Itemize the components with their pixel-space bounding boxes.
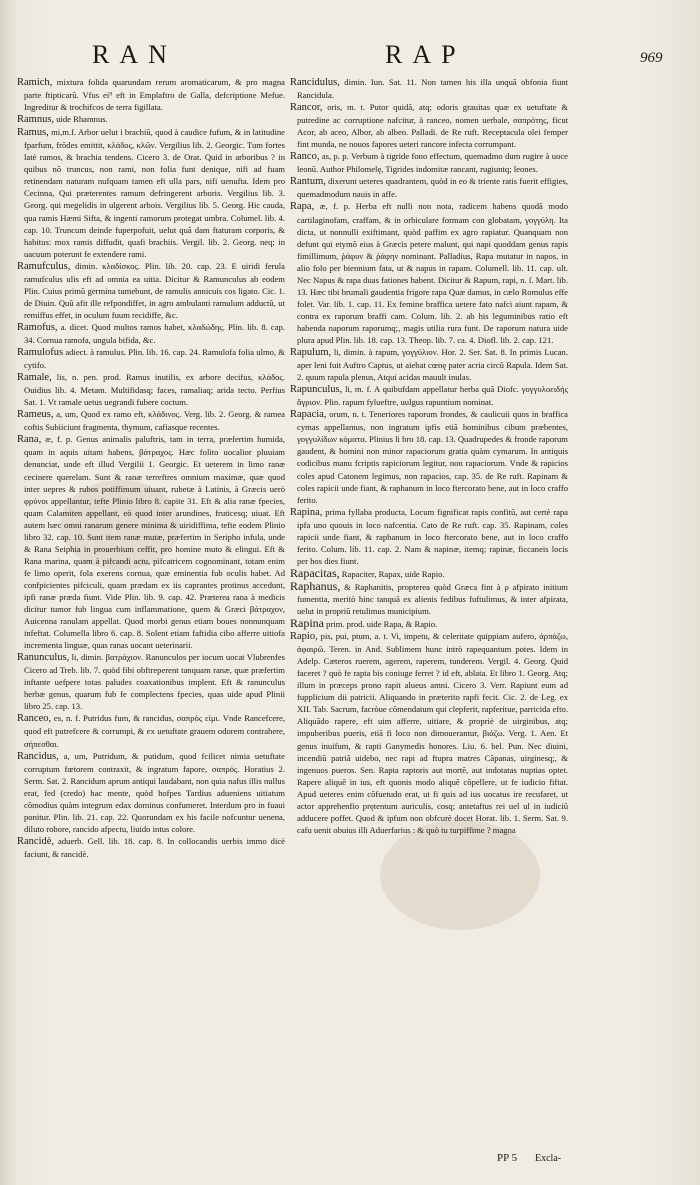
dictionary-entry xyxy=(290,150,568,175)
entry-headword: Rapina, xyxy=(290,506,323,518)
dictionary-entry xyxy=(290,630,568,836)
entry-headword: Rapio, xyxy=(290,631,318,643)
entry-text: as, p. p. Verbum à tigride fono effectum, quemadmo dum rugire à uoce leonũ. Author Philomelę, Tigrides indomitæ rancant, rugiuntq; leones. xyxy=(297,151,568,175)
entry-headword: Ramufculus, xyxy=(17,260,71,272)
entry-headword: Rancidè, xyxy=(17,835,55,847)
dictionary-entry xyxy=(290,383,568,408)
dictionary-entry xyxy=(17,835,285,860)
entry-text: a, um, Putridum, & putidum, quod fcilicet nimia uetuftate corruptum fœtorem contraxit, & ingratum fapore, σαπρός. Horatius 2. Serm. Sat. 2. Rancidum aprum antiqui laudabant, non quia nafus illis nullus erat, fed (credo) hac mente, quòd hofpes Tardius adueniens uitiatum cõmodius quàm integrum edax dominus confumeret. Interdum pro in fuaui ponitur. Plin. lib. 21. cap. 22. Quorundam ex his facile nofcuntur uenena, diluto robore, rancido afpectu, liuido intus colore. xyxy=(24,750,285,834)
dictionary-entry xyxy=(290,346,568,383)
dictionary-entry xyxy=(290,617,568,630)
dictionary-entry xyxy=(17,371,285,408)
catchword: Excla- xyxy=(535,1153,562,1164)
entry-headword: Ramnus, xyxy=(17,114,55,126)
entry-headword: Rana, xyxy=(17,434,42,446)
dictionary-entry xyxy=(17,260,285,321)
entry-headword: Rapina xyxy=(290,616,324,631)
entry-text: dimin. Iun. Sat. 11. Non tamen his illa unquã obfonia fiunt Rancidula. xyxy=(297,77,568,101)
entry-text: uide Rhamnus. xyxy=(54,114,108,125)
entry-text: Rapaciter, Rapax, uide Rapio. xyxy=(339,568,445,579)
dictionary-entry xyxy=(290,175,568,200)
entry-text: a, um, Quod ex ramo eft, κλάδινος. Verg. lib. 2. Georg. & ramea coftis Subiiciunt fragmenta, thymum, cafiasque recentes. xyxy=(24,409,285,433)
entry-headword: Rapacia, xyxy=(290,409,327,421)
entry-text: prim. prod. uide Rapa, & Rapio. xyxy=(324,619,438,630)
entry-headword: Ranceo, xyxy=(17,713,52,725)
dictionary-entry xyxy=(17,408,285,433)
entry-text: oris, m. t. Putor quidã, atq; odoris grauitas quæ ex uetuftate & putredine ac corruptione nafcitur, à ranceo, nomen uerbale, σαπρότης, ficut Acor, ab aceo, Albor, ab albeo. Palladi. de Re ruft. Receptacula olei femper fint munda, ne nouos fapores ueteri rancore infecta corrumpant. xyxy=(297,102,568,150)
entry-text: prima fyllaba producta, Locum fignificat rapis confitũ, aut certè rapa ipfa uno quouis in loco nafcentia. Cato de Re ruft. cap. 35. Rapinam, coles rapicii unde fiant, & raphanum in loco ftercorato bene, aut in loco craffo ferito. Colum. lib. 11. cap. 2. Nam & napinæ, itemq; rapinæ, ficcaneis locis per hos dies fiunt. xyxy=(297,506,568,566)
entry-text: li, dimin. à rapum, γογγύλιον. Hor. 2. Ser. Sat. 8. In primis Lucan. aper leni fuit Auftro Captus, ut aiebat cœnę pater acria circũ Rapula. Idem Sat. 2. quum rapula plenus, Atqui acidas mauult inulas. xyxy=(297,347,568,383)
entry-text: mi,m.f. Arbor uelut i brachiũ, quod à caudice fufum, & in latitudine fparfum, frõdes emittit, κλάδος, κλῶν. Vergilius lib. 2. Georgic. Tum fortes latè ramos, & brachia tendens. Cicero 3. de Orat. Quid in arboribus ? in quibus nõ truncus, non rami, non folia funt denique, nifi ad fuam retinendam naturam nufquam tamen eft ulla pars, nifi uenufta. Idem pro Cecinna, Qui præterentes ramum defringerent arboris. Vergilius lib. 3. Georg. qui megelidis in ulgerent arbois. Vergilius lib. 5. Georg. Hic cauda, qua ramis Hæmi Sifta, & ingenti ramorum protegat umbra. Columel. lib. 4. cap. 10. Truncum deinde fuperpofuit, uelut quã dam ftaturam corporis, & habitus: mox ramis diffudit, quafi brachiis. Vergil. lib. 2. Georg. neq; in uacuum poterunt fe extendere rami. xyxy=(24,127,285,259)
dictionary-entry xyxy=(17,126,285,260)
entry-text: æ, f. p. Genus animalis paluftris, tam in terra, præfertim humida, quam in aquis uitam habens, βάτραχος. Hæc folito uocalior pluuiam denunciat, unde eft illud Vergilii 1. Georgic. Et ueterem in limo ranæ cecinere querelam. Sunt & ranæ terreftres omnium maximæ, quæ quod inter uepres & rubos potiffimum uiuant, rubetæ à Latinis, à Græcis uerò φρύνοι appellantur, tefte Plinio libro 8. capite 31. Eft & alia ranæ fpecies, quam Calamiten appellant, eò quod inter arundines, fruticesq; uiuat. Eft autem hæc omni ranarum genere minima & uiridiffima, tefte eodem Plinio libro 32. cap. 10. Sunt item ranæ mutæ, præfertim in Seripho infula, unde & Rana Seiphia in prouerbium ceffit, pro homine muto & elingui. Eft & Rana marina, quam à pifcandi actu, pifcatricem cognominant, totam enim fe limo operit, fola exerens cornua, quæ eminentia fub oculis habet. Ad confpicientes pifciculi, quam prædam ex iis caprantes protinus accedunt, ipfi ranæ præda fiunt. Vide Plin. lib. 9. cap. 42. Præterea rana à medicis dicitur tumor fub lingua cum inflammatione, quem & Græci βάτραχον, Auicenna ranulam appellat. Quod morbi genus etiam boues nonnunquam infeftat. Columella libro 6. cap. 8. Solent etiam faftidia cibo afferre uitiofa incrementa linguæ, quas ranas uocant ueterinarii. xyxy=(24,434,285,651)
dictionary-entry xyxy=(17,750,285,835)
entry-text: dimin. κλαδίσκος. Plin. lib. 20. cap. 23. E uiridi ferula ramufculus ulis eft ad omnia ea uitia. Dicitur & Ramunculus ab eodem Plin. Cuius primũ germina tumebunt, de ramulis annicuis cos ligato. Cic. 1. de Diuin. Quũ afit ille refpondiffet, in agro ambulanti ramulum adductũ, ut remiffus effet, in oculum fuum recidiffe, &c. xyxy=(24,260,285,320)
signature-mark: PP 5 xyxy=(497,1152,518,1164)
entry-headword: Ranco, xyxy=(290,151,320,163)
paper-stain xyxy=(380,820,540,930)
dictionary-entry xyxy=(290,101,568,150)
entry-headword: Rantum, xyxy=(290,176,326,188)
entry-text: æ, f. p. Herba eft nulli non nota, radicem habens quodã modo cartilaginofam, craffam, & in orbiculare formam con globatam, γογγύλη. Ita dicta, ut nonnulli exiftimant, quòd paffim ex agro rapiatur. Quanquam non defunt qui etymõ eius à Græcis petere malunt, qui napi quoddam genus rapis fimillimum, ῥάφυν & ῥάφην nominant. Palladius, Rapa mutatur in napos, in alio folo per biennium fata, ut & napus in rapam. Columell. lib. 11. cap. ult. Nec Napus & rapa duas fationes habent. Dicitur & Rapum, rapi, n. ſ. Mart. lib. 13. Hæc tibi brumali gaudentia frigore rapa Quæ damus, in cælo Romulus effe folet. Var. lib. 1. cap. 11. Ex femine braffica uetere fato nafci aiunt rapam, & contra ex raporum braffi cam. Colum. lib. 2. ab his leguminibus ratio eft habenda naporum raporumq;, magis utilia rura funt. De raporum natura uide plura apud Plin. lib. 18. cap. 13. Theop. lib. 7. ca. 4. Diofl. lib. 2. cap. 121. xyxy=(297,201,568,345)
entry-headword: Ramus, xyxy=(17,127,49,139)
entry-headword: Rameus, xyxy=(17,409,54,421)
entry-headword: Rancor, xyxy=(290,102,323,114)
left-column xyxy=(17,76,285,860)
header-left-word: RAN xyxy=(92,40,177,69)
entry-text: aduerb. Gell. lib. 18. cap. 8. In collocandis uerbis immo dicè faciunt, & rancidè. xyxy=(24,835,285,859)
page-footer xyxy=(0,1152,700,1168)
entry-headword: Rapunculus, xyxy=(290,384,343,396)
dictionary-entry xyxy=(290,200,568,346)
dictionary-entry xyxy=(17,651,285,712)
entry-text: pis, pui, ptum, a. t. Vi, impetu, & celeritate quippiam aufero, ἁρπάζω, ἀφαιρῶ. Teren. in And. Sublimem hunc intrò rapequantum potes. Idem in Adelp. Cæteros ruerem, agerem, raperem, tunderem. Vergil. 4. Georg. Quid faceret ? quò fe rapta bis coniuge ferret ? id eft, ablata. Et libro 1. Georg. Atq; illum in præceps prono rapit alueus amni. Cicero 3. Verr. Rapiunt eum ad fupplicium dii patricii. Aliquando in præterito rapfi fecit. Cic. 2. de Leg. ex XII. Tab. Sacrum, facròue cõmendatum qui clepferit, rapferitue, parricida efto. Aliquãdo rapere, eft uim afferre, uitiare, & propriè de uirginibus, atq; impuberibus pueris, etiã fi loco non dimouerantur, βιάζω. Verg. 1. Aen. Et genus inuifum, & rapti Ganymedis honores. Liu. 6. bel. Pun. Nec diuini, incendiũ patriã uidebo, nec rapi ad ftupra matres Cãpanas, uirginesq;, & ingenuos pueros. Sen. Rapta raptoris aut mortẽ, aut indotatas nuptias optet. Rapere aliquẽ in ius, eft quonis modo aliquẽ cõpellere, ut fe iudicio fiftat. Apud ueteres enim cõfuetudo erat, ut fi quis ad ius uocatus ire recufaret, ut actor apprehenfio prętentum auriculis, cosq; antetaftus rei uel ul in iudiciũ adducere poffet. Quod & ipfum non obfcurè docet Horat. lib. 1. Serm. Sat. 9. cafu uenit obuius illi Aduerfarius : & quò tu turpiffime ? magna xyxy=(297,631,568,835)
entry-text: adiect. à ramulus. Plin. lib. 16. cap. 24. Ramulofa folia ulmo, & cytifo. xyxy=(24,347,285,371)
running-header xyxy=(0,40,700,80)
entry-text: li, m. f. A quibufdam appellatur herba quã Diofc. γογγυλοειδὴς ἄγριον. Plin. rapum fylueftre, uulgus rapuntium nominat. xyxy=(297,384,568,408)
header-right-word: RAP xyxy=(385,40,466,69)
dictionary-entry xyxy=(290,408,568,505)
entry-headword: Ramale, xyxy=(17,372,52,384)
entry-headword: Rancidulus, xyxy=(290,77,340,88)
entry-text: li, dimin. βατράχιον. Ranunculos per iocum uocat Vlubrenfes Cicero ad Treb. lib. 7. quòd fibi obftreperent tanquam ranæ, quæ præfertim inftante uefpere totas paludes coaxationibus implent. Eft & ranunculus herbæ genus, quarum fub fe complectens fpecies, quas uide apud Plinii libro 25. cap. 13. xyxy=(24,652,285,712)
entry-headword: Rapulum, xyxy=(290,347,332,359)
dictionary-entry xyxy=(290,76,568,101)
entry-text: dixerunt ueteres quadrantem, quòd in eo & triente ratis fuerit effigies, quemadmodum nauis in affe. xyxy=(297,176,568,200)
entry-headword: Rancidus, xyxy=(17,750,59,762)
entry-headword: Ramich, xyxy=(17,77,53,88)
entry-text: orum, n. t. Teneriores raporum frondes, & caulicuii quos in braffica cymas appellamus, non ingratum ipfis etiã hominibus cibum præbentes, γογγυλίδων κόματα. Plinius li bro 18. cap. 13. Quadrupedes & fronde raporum gaudent, & homini non minor rapaciorum gratia quàm cymarum. In antiquis codicibus manu fcriptis rapiciorum legitur, non rapaciorum. Vnde & rapicios coles apud Catonem legimus, non rapacios, cap. 35. de Re ruft. Rapinam & coles rapicii unde fiant, & raphanum in loco ftercorato bene, aut in loco craffo ferito. xyxy=(297,409,568,505)
right-column xyxy=(290,76,568,836)
entry-text: & Raphanitis, propterea quòd Græca fint à ρ afpirato initium fumentia, meritò hinc tanquã ex alienis fedibus fuftulimus, & inter afpirata, uelut in propriũ retulimus municipium. xyxy=(297,581,568,617)
dictionary-entry xyxy=(17,113,285,126)
dictionary-entry xyxy=(290,506,568,567)
entry-text: a. dicet. Quod multos ramos habet, κλαδώδης. Plin. lib. 8. cap. 34. Cornua ramofa, ungula bifida, &c. xyxy=(24,321,285,345)
entry-text: es, n. f. Putridus fum, & rancidus, σαπρὸς εἰμι. Vnde Rancefcere, quod eft putrefcere & corrumpi, & ex uetuftate grauem odorem contrahere, σήπεσθαι. xyxy=(24,713,285,749)
entry-headword: Ranunculus, xyxy=(17,652,70,664)
entry-headword: Rapa, xyxy=(290,201,315,213)
dictionary-entry xyxy=(290,580,568,617)
dictionary-entry xyxy=(17,321,285,346)
page-number: 969 xyxy=(640,50,663,66)
entry-headword: Rapacitas, xyxy=(290,565,340,580)
dictionary-entry xyxy=(17,76,285,113)
entry-headword: Ramofus, xyxy=(17,321,58,333)
entry-text: mixtura folida quarundam rerum aromaticarum, & pro magna parte ftipticarũ. Vfus ei⁹ eft in Emplaftro de Galla, defcriptione Mefue. Ingreditur & trochifcos de terra figillata. xyxy=(24,77,285,113)
dictionary-entry xyxy=(17,433,285,651)
dictionary-entry xyxy=(17,712,285,749)
dictionary-entry xyxy=(17,346,285,371)
entry-text: lis, n. pen. prod. Ramus inutilis, ex arbore decifus, κλάδος. Ouidius lib. 4. Metam. Multifidasq; faces, ramaliaq; arida tecto. Perfius Sat. 1. Vt ramale uetus uegrandi fubere coctum. xyxy=(24,372,285,408)
entry-headword: Ramulofus xyxy=(17,347,64,359)
entry-headword: Raphanus, xyxy=(290,578,341,593)
